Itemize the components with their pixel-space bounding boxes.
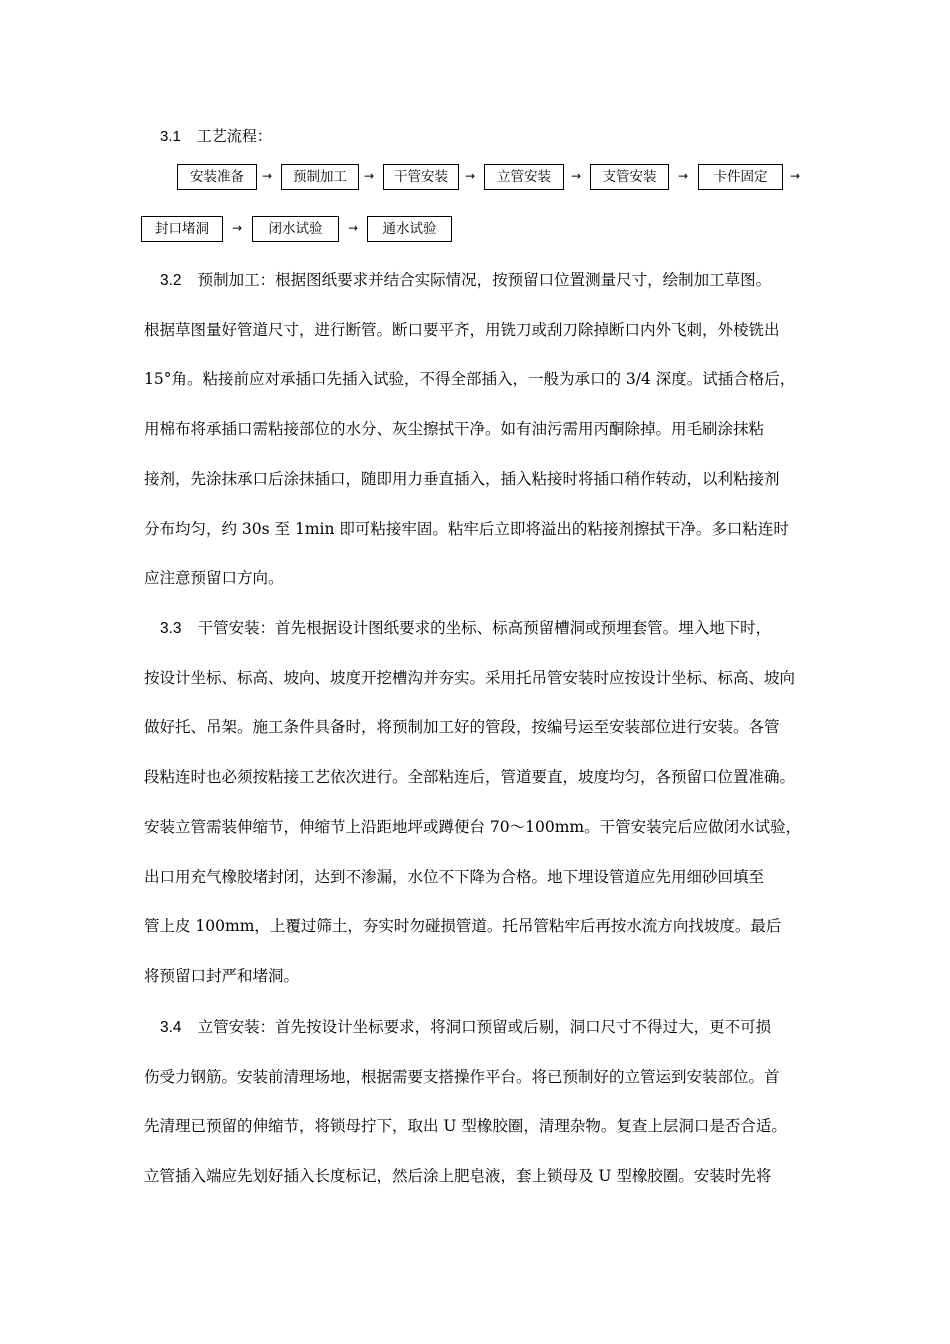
flow-step-box: 预制加工 xyxy=(281,164,359,190)
flow-step-box: 卡件固定 xyxy=(698,164,783,190)
section-number: 3.1 xyxy=(160,128,181,145)
paragraph-line: 接剂，先涂抹承口后涂抹插口，随即用力垂直插入，插入粘接时将插口稍作转动，以利粘接剂 xyxy=(144,469,780,488)
section-number: 3.2 xyxy=(160,272,182,289)
paragraph-line: 按设计坐标、标高、坡向、坡度开挖槽沟并夯实。采用托吊管安装时应按设计坐标、标高、坡向 xyxy=(144,668,796,687)
flow-arrow-icon: → xyxy=(262,169,273,183)
section-number: 3.3 xyxy=(160,620,182,637)
section-3-2-paragraph xyxy=(144,256,824,604)
paragraph-line: 伤受力钢筋。安装前清理场地，根据需要支搭操作平台。将已预制好的立管运到安装部位。首 xyxy=(144,1067,780,1086)
flow-step-box: 通水试验 xyxy=(367,216,452,242)
section-3-3-paragraph xyxy=(144,604,824,1002)
paragraph-line: 应注意预留口方向。 xyxy=(144,569,284,588)
flow-arrow-icon: → xyxy=(232,221,243,235)
paragraph-line: 安装立管需装伸缩节，伸缩节上沿距地坪或蹲便台 70～100mm。干管安装完后应做闭水试验， xyxy=(144,817,802,836)
paragraph-line: 15°角。粘接前应对承插口先插入试验，不得全部插入，一般为承口的 3/4 深度。试插合格后， xyxy=(144,370,796,389)
paragraph-line: 3.2 预制加工：根据图纸要求并结合实际情况，按预留口位置测量尺寸，绘制加工草图。 xyxy=(160,271,772,289)
paragraph-line: 做好托、吊架。施工条件具备时，将预制加工好的管段，按编号运至安装部位进行安装。各管 xyxy=(144,718,780,737)
flow-arrow-icon: → xyxy=(465,169,476,183)
flow-arrow-icon: → xyxy=(571,169,582,183)
section-3-1-heading xyxy=(160,125,272,148)
flow-step-box: 封口堵洞 xyxy=(141,216,223,242)
paragraph-line: 分布均匀，约 30s 至 1min 即可粘接牢固。粘牢后立即将溢出的粘接剂擦拭干净。多口粘连时 xyxy=(144,519,789,538)
paragraph-line: 管上皮 100mm，上覆过筛土，夯实时勿碰损管道。托吊管粘牢后再按水流方向找坡度。最后 xyxy=(144,917,782,936)
paragraph-line: 段粘连时也必须按粘接工艺依次进行。全部粘连后，管道要直，坡度均匀，各预留口位置准确。 xyxy=(144,768,796,787)
flow-arrow-icon: → xyxy=(364,169,375,183)
paragraph-line: 先清理已预留的伸缩节，将锁母拧下，取出 U 型橡胶圈，清理杂物。复查上层洞口是否合适。 xyxy=(144,1117,787,1136)
flow-step-box: 闭水试验 xyxy=(252,216,339,242)
flow-arrow-icon: → xyxy=(678,169,689,183)
flow-arrow-icon: → xyxy=(348,221,359,235)
paragraph-line: 立管插入端应先划好插入长度标记，然后涂上肥皂液，套上锁母及 U 型橡胶圈。安装时先将 xyxy=(144,1167,772,1186)
paragraph-line: 3.4 立管安装：首先按设计坐标要求，将洞口预留或后剔，洞口尺寸不得过大，更不可损 xyxy=(160,1018,772,1036)
flow-step-box: 支管安装 xyxy=(590,164,669,190)
flow-step-box: 立管安装 xyxy=(484,164,564,190)
paragraph-line: 出口用充气橡胶堵封闭，达到不渗漏，水位不下降为合格。地下埋设管道应先用细砂回填至 xyxy=(144,867,765,886)
section-number: 3.4 xyxy=(160,1019,182,1036)
section-title: 工艺流程： xyxy=(196,127,272,145)
section-3-4-paragraph xyxy=(144,1003,824,1202)
flow-step-box: 干管安装 xyxy=(383,164,459,190)
flow-arrow-icon: → xyxy=(790,169,801,183)
paragraph-line: 3.3 干管安装：首先根据设计图纸要求的坐标、标高预留槽洞或预埋套管。埋入地下时， xyxy=(160,619,772,637)
flow-step-box: 安装准备 xyxy=(177,164,257,190)
paragraph-line: 用棉布将承插口需粘接部位的水分、灰尘擦拭干净。如有油污需用丙酮除掉。用毛刷涂抹粘 xyxy=(144,420,765,439)
paragraph-line: 将预留口封严和堵洞。 xyxy=(144,966,300,985)
paragraph-line: 根据草图量好管道尺寸，进行断管。断口要平齐，用铣刀或刮刀除掉断口内外飞刺，外棱铣出 xyxy=(144,320,780,339)
